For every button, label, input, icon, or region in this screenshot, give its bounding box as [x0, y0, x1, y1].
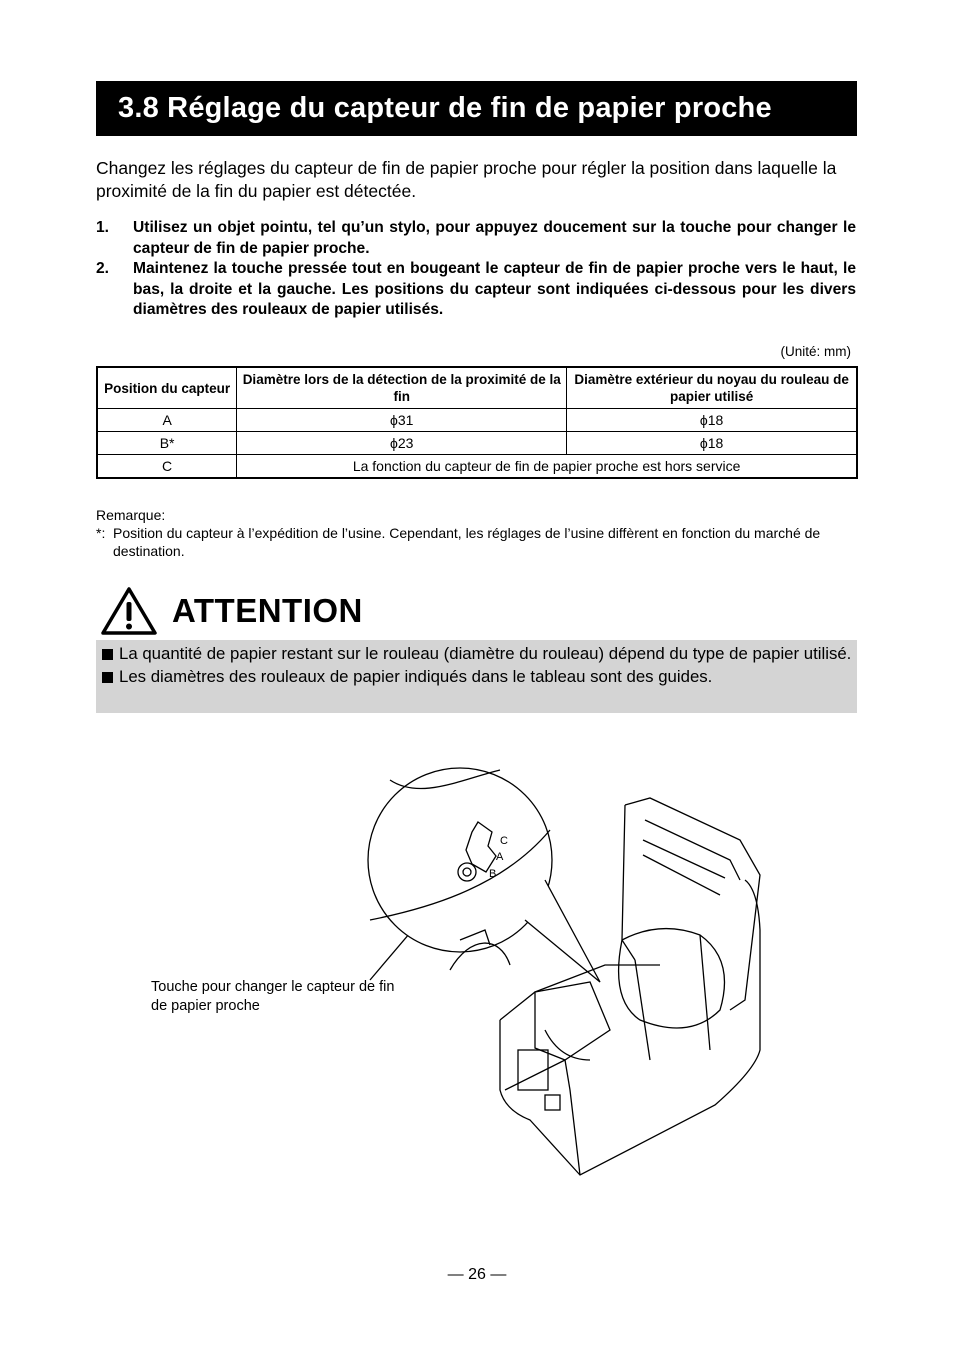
bullet-square-icon	[102, 649, 113, 660]
section-title: 3.8 Réglage du capteur de fin de papier proche	[96, 81, 857, 136]
cell-core: ϕ18	[567, 432, 857, 455]
attention-title: ATTENTION	[172, 592, 363, 629]
sensor-position-table	[96, 366, 858, 479]
attention-item	[101, 642, 852, 665]
attention-item-text: Les diamètres des rouleaux de papier indiqués dans le tableau sont des guides.	[119, 667, 713, 686]
attention-box	[96, 640, 857, 713]
step-number: 2.	[96, 260, 110, 277]
table-header-row	[97, 367, 857, 409]
cell-detect: ϕ31	[237, 409, 567, 432]
remark-label: Remarque:	[96, 507, 166, 523]
attention-item-text: La quantité de papier restant sur le rouleau (diamètre du rouleau) dépend du type de papier utilisé.	[119, 644, 852, 663]
warning-triangle-icon	[100, 586, 158, 636]
bullet-square-icon	[102, 672, 113, 683]
attention-item	[101, 665, 852, 688]
magnifier-circle	[368, 768, 552, 952]
paper-compartment	[619, 929, 725, 1028]
page-number: — 26 —	[447, 1266, 507, 1283]
header-position: Position du capteur	[97, 367, 237, 409]
position-label-b: B	[489, 868, 497, 880]
figure-callout: Touche pour changer le capteur de fin de papier proche	[151, 979, 395, 1014]
remark-star: *:	[96, 525, 106, 541]
table-unit: (Unité: mm)	[780, 344, 851, 359]
table-row	[97, 409, 857, 432]
remark-note-text: Position du capteur à l’expédition de l’usine. Cependant, les réglages de l’usine diffèrent en fonction du marché de destination.	[113, 525, 821, 559]
position-label-a: A	[496, 851, 504, 863]
header-detect-diameter: Diamètre lors de la détection de la proximité de la fin	[237, 367, 567, 409]
table-row	[97, 455, 857, 479]
step-text: Utilisez un objet pointu, tel qu’un stylo, pour appuyez doucement sur la touche pour changer le capteur de fin de papier proche.	[133, 219, 856, 257]
remark-block	[96, 506, 858, 560]
cell-position: B*	[97, 432, 237, 455]
instruction-steps	[96, 218, 856, 321]
cell-position: A	[97, 409, 237, 432]
step-item	[96, 259, 856, 321]
cell-detect: ϕ23	[237, 432, 567, 455]
printer-cover	[625, 798, 760, 1010]
position-label-c: C	[500, 835, 508, 847]
intro-paragraph: Changez les réglages du capteur de fin de papier proche pour régler la position dans laquelle la proximité de la fin du papier est détectée.	[96, 158, 837, 201]
table-row	[97, 432, 857, 455]
cell-position: C	[97, 455, 237, 479]
printer-illustration	[360, 760, 780, 1190]
step-item	[96, 218, 856, 259]
header-core-diameter: Diamètre extérieur du noyau du rouleau de papier utilisé	[567, 367, 857, 409]
step-number: 1.	[96, 219, 110, 236]
cell-merged: La fonction du capteur de fin de papier proche est hors service	[237, 455, 857, 479]
remark-note	[96, 524, 858, 560]
cell-core: ϕ18	[567, 409, 857, 432]
step-text: Maintenez la touche pressée tout en bougeant le capteur de fin de papier proche vers le haut, le bas, la droite et la gauche. Les positions du capteur sont indiquées ci-dessous pour les divers diamètres des rouleaux de papier utilisés.	[133, 260, 856, 318]
